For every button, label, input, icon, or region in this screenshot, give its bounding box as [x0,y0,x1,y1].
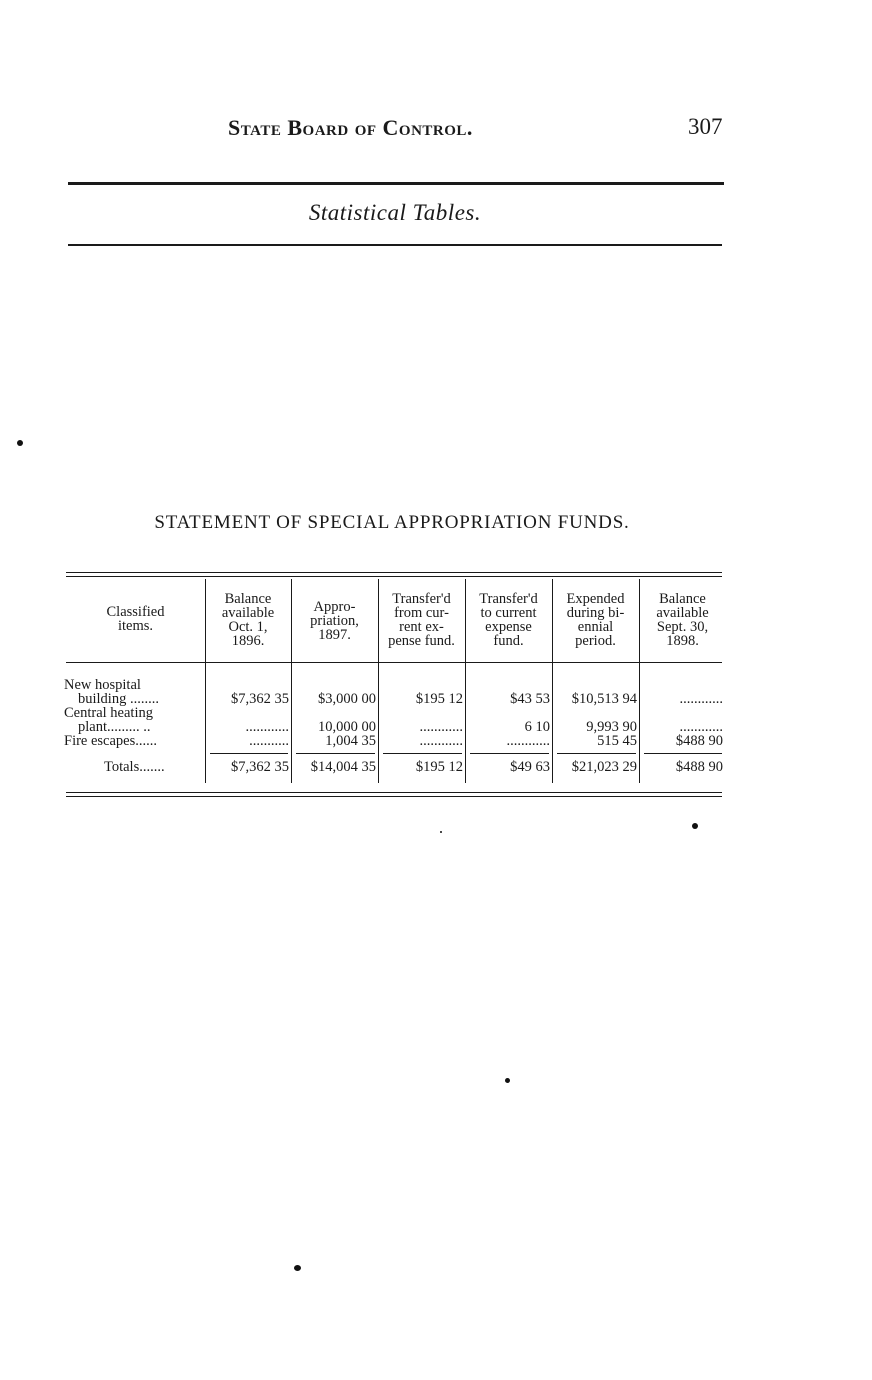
column-header-expended: Expended during bi- ennial period. [566,591,625,649]
table-cell: 515 45 [597,733,637,749]
totals-cell: $195 12 [415,759,463,775]
totals-rule [557,753,636,754]
header-rule-top [68,182,724,185]
column-header-transferred-from: Transfer'd from cur- rent ex- pense fund. [388,591,455,649]
scan-speck [440,831,442,833]
column-header-balance-1896: Balance available Oct. 1, 1896. [221,591,275,649]
table-cell: ............ [506,733,550,749]
table-cell: ............ [419,733,463,749]
table-cell: $195 12 [415,691,463,707]
totals-rule [470,753,549,754]
totals-rule [210,753,288,754]
scan-speck [17,440,23,446]
table-cell: ............ [679,719,723,735]
table-title: STATEMENT OF SPECIAL APPROPRIATION FUNDS. [154,512,630,533]
table-cell: 10,000 00 [318,719,376,735]
header-rule-bottom [68,244,722,246]
row-label-line: Fire escapes...... [64,733,158,749]
totals-cell: $7,362 35 [231,759,289,775]
running-head: State Board of Control. [228,115,473,140]
totals-rule [296,753,375,754]
page-number: 307 [688,114,723,139]
table-cell: $488 90 [675,733,723,749]
scan-speck [505,1078,510,1083]
table-bottom-rule-2 [66,796,722,797]
table-cell: $3,000 00 [318,691,376,707]
totals-cell: $49 63 [510,759,550,775]
row-label-line: New hospital [64,677,141,693]
scan-speck [692,823,698,829]
table-cell: $43 53 [510,691,550,707]
table-cell: ........... [249,733,289,749]
row-label-line: plant......... .. [78,719,151,735]
table-cell: 9,993 90 [586,719,637,735]
totals-rule [383,753,462,754]
totals-cell: $14,004 35 [310,759,376,775]
table-top-rule-1 [66,572,722,573]
column-header-classified-items: Classified items. [106,604,165,634]
totals-label: Totals....... [104,759,165,775]
totals-cell: $21,023 29 [571,759,637,775]
table-cell: $7,362 35 [231,691,289,707]
table-cell: $10,513 94 [571,691,637,707]
table-cell: ............ [245,719,289,735]
header-bottom-rule [66,662,722,663]
table-cell: ............ [679,691,723,707]
table-cell: 1,004 35 [325,733,376,749]
row-label-line: building ........ [78,691,159,707]
table-cell: 6 10 [524,719,550,735]
table-cell: ............ [419,719,463,735]
column-header-appropriation-1897: Appro- priation, 1897. [310,599,359,643]
section-title: Statistical Tables. [308,200,482,225]
row-label-line: Central heating [64,705,153,721]
totals-cell: $488 90 [675,759,723,775]
column-header-transferred-to: Transfer'd to current expense fund. [479,591,538,649]
scan-speck [294,1265,301,1271]
table-bottom-rule-1 [66,792,722,793]
column-header-balance-1898: Balance available Sept. 30, 1898. [656,591,709,649]
totals-rule [644,753,722,754]
table-top-rule-2 [66,576,722,577]
